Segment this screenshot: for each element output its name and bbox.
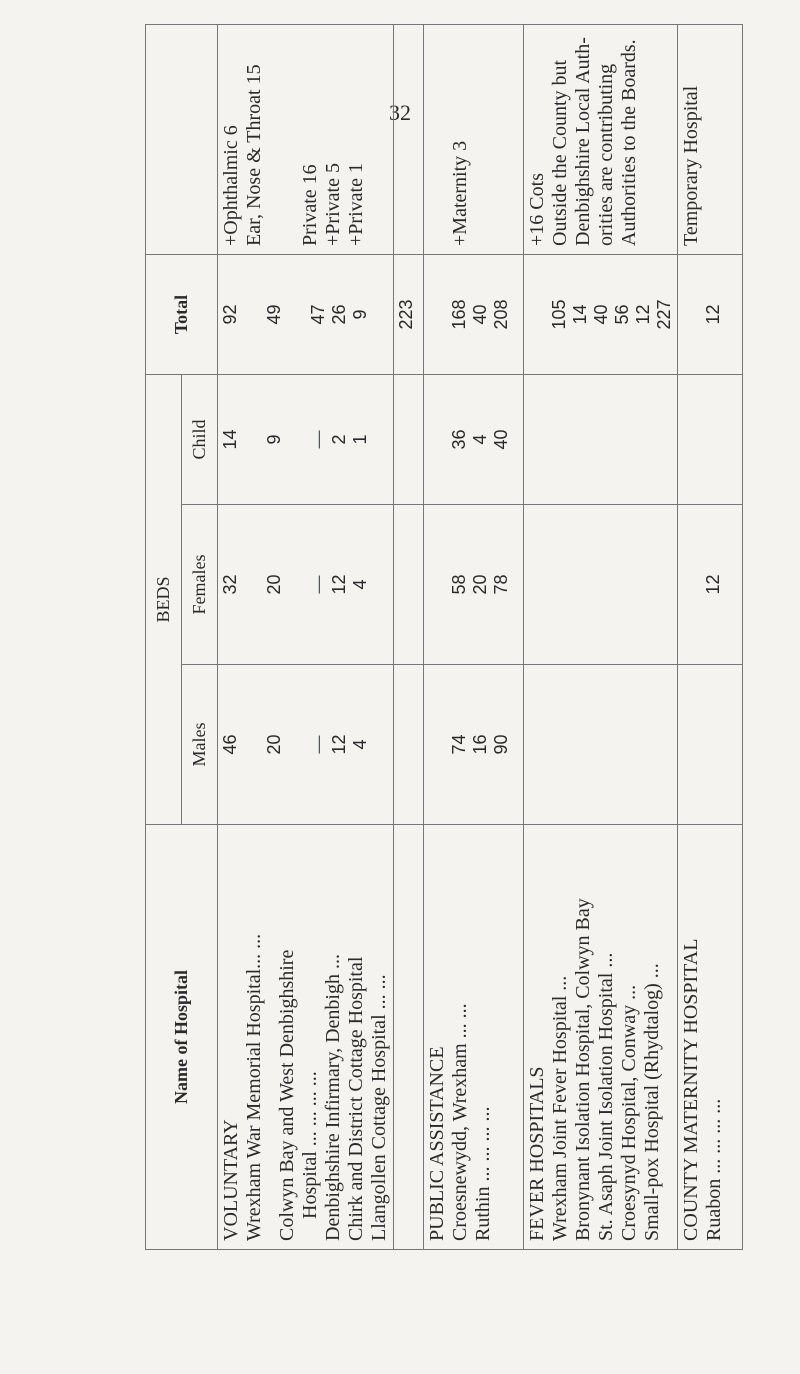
header-name-of-hospital: Name of Hospital xyxy=(146,825,218,1250)
subtotal-voluntary: 223 xyxy=(394,254,424,374)
males-cell: 74 16 90 xyxy=(424,665,524,825)
header-females: Females xyxy=(182,505,218,665)
note-cell: +Ophthalmic 6 Ear, Nose & Throat 15 Private 16 +Private 5 +Private 1 xyxy=(218,24,394,254)
header-notes xyxy=(146,24,218,254)
table-row xyxy=(524,24,678,1249)
total-cell: 105 14 40 56 12 227 xyxy=(524,254,678,374)
rotated-table-container xyxy=(145,25,765,1250)
header-males: Males xyxy=(182,665,218,825)
subtotal-fever: 227 xyxy=(654,299,674,330)
page-number: 32 xyxy=(389,100,411,125)
note-cell: +Maternity 3 xyxy=(424,24,524,254)
table-row xyxy=(424,24,524,1249)
hospital-beds-table xyxy=(145,24,743,1250)
males-cell: 46 20 — 12 4 xyxy=(218,665,394,825)
females-cell: 12 xyxy=(678,505,743,665)
section-heading-voluntary: VOLUNTARY xyxy=(220,1119,242,1241)
header-beds: BEDS xyxy=(146,374,182,824)
note-cell: Temporary Hospital xyxy=(678,24,743,254)
hospital-name: VOLUNTARY Wrexham War Memorial Hospital... ... Colwyn Bay and West Denbighshire Hospital ... ... ... ... Denbighshire Infirmary, Denbigh ... Chirk and District Cottage Hospital Llangollen Cottage Hospital ... ... xyxy=(218,825,394,1250)
child-cell: 14 9 — 2 1 xyxy=(218,374,394,504)
total-cell: 168 40 208 xyxy=(424,254,524,374)
hospital-name: COUNTY MATERNITY HOSPITAL Ruabon ... ... ... ... xyxy=(678,825,743,1250)
hospital-name: PUBLIC ASSISTANCE Croesnewydd, Wrexham ... ... Ruthin ... ... ... ... xyxy=(424,825,524,1250)
section-heading-fever-hospitals: FEVER HOSPITALS xyxy=(526,1066,548,1241)
females-cell: 58 20 78 xyxy=(424,505,524,665)
hospital-name: FEVER HOSPITALS Wrexham Joint Fever Hospital ... Bronynant Isolation Hospital, Colwyn Bay St. Asaph Joint Isolation Hospital ... Croesynyd Hospital, Conway ... Small-pox Hospital (Rhydtalog) ... xyxy=(524,825,678,1250)
header-total: Total xyxy=(146,254,218,374)
header-child: Child xyxy=(182,374,218,504)
section-heading-county-maternity: COUNTY MATERNITY HOSPITAL xyxy=(680,938,702,1241)
note-cell: +16 Cots Outside the County but Denbighshire Local Auth- orities are contributing Authorities to the Boards. xyxy=(524,24,678,254)
total-cell: 92 49 47 26 9 xyxy=(218,254,394,374)
child-cell: 36 4 40 xyxy=(424,374,524,504)
section-heading-public-assistance: PUBLIC ASSISTANCE xyxy=(426,1046,448,1241)
table-row xyxy=(678,24,743,1249)
table-row xyxy=(218,24,394,1249)
total-cell: 12 xyxy=(678,254,743,374)
females-cell: 32 20 — 12 4 xyxy=(218,505,394,665)
table-row xyxy=(394,24,424,1249)
